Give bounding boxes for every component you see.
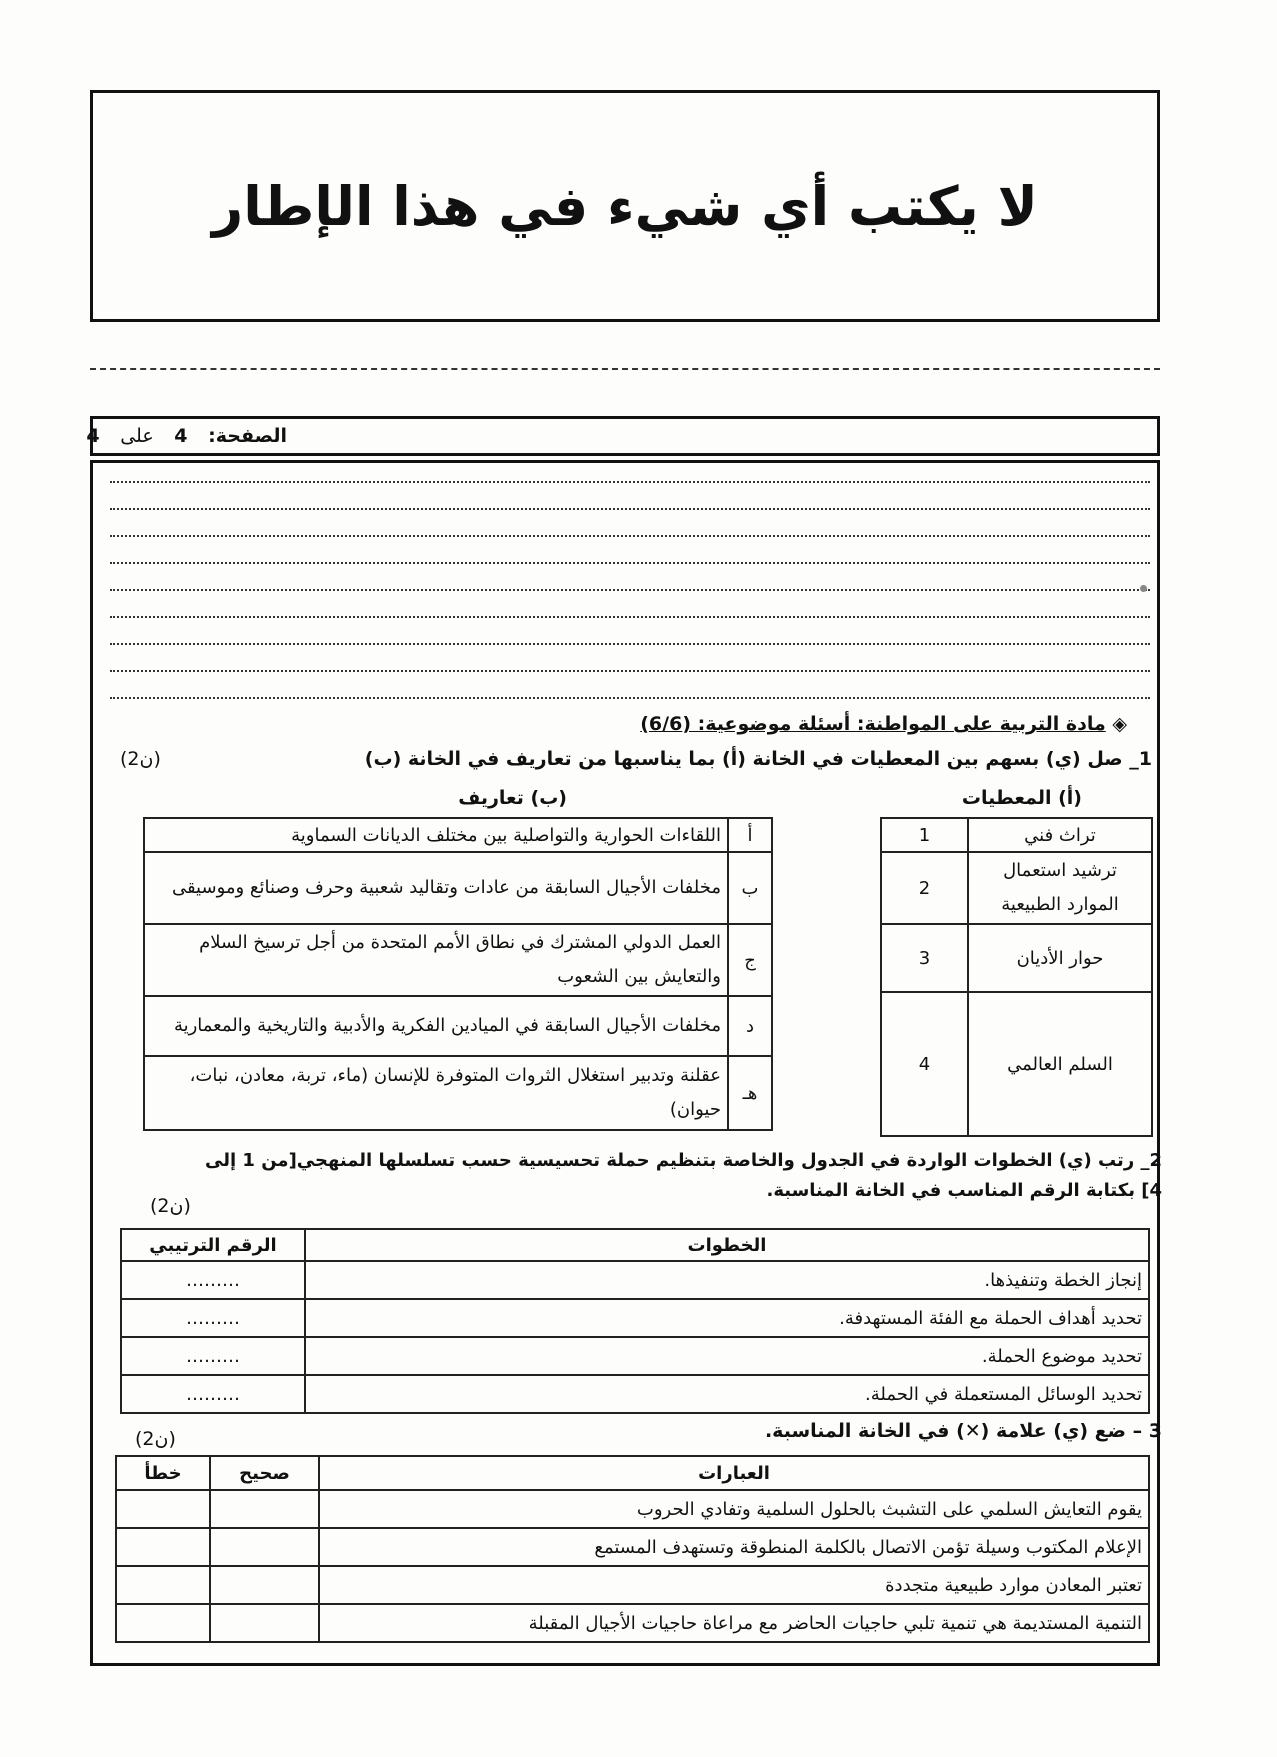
q1-col-b-header: (ب) تعاريف <box>458 787 567 809</box>
table-row: تعتبر المعادن موارد طبيعية متجددة <box>116 1566 1149 1604</box>
page-total: 4 <box>86 425 100 447</box>
table-row: تحديد أهداف الحملة مع الفئة المستهدفة. ……… <box>121 1299 1149 1337</box>
false-checkbox[interactable] <box>116 1604 210 1642</box>
no-write-banner: لا يكتب أي شيء في هذا الإطار <box>212 174 1038 238</box>
table-row: حوار الأديان 3 <box>881 924 1152 992</box>
false-checkbox[interactable] <box>116 1566 210 1604</box>
q1-points: (2ن) <box>120 748 161 770</box>
true-false-table <box>115 1455 1150 1643</box>
q2-points: (2ن) <box>150 1195 191 1217</box>
q3-prompt: 3 – ضع (ي) علامة (✕) في الخانة المناسبة. <box>764 1420 1162 1442</box>
diamond-icon: ◈ <box>1105 713 1127 735</box>
answer-line[interactable] <box>110 589 1150 591</box>
table-row: إنجاز الخطة وتنفيذها. ……… <box>121 1261 1149 1299</box>
page-header <box>86 416 1160 456</box>
table-row: أ اللقاءات الحوارية والتواصلية بين مختلف الديانات السماوية <box>144 818 772 852</box>
answer-line[interactable] <box>110 697 1150 699</box>
rank-field[interactable]: ……… <box>121 1299 305 1337</box>
steps-table <box>120 1228 1150 1414</box>
rank-field[interactable]: ……… <box>121 1337 305 1375</box>
q2-prompt-line1: 2_ رتب (ي) الخطوات الواردة في الجدول والخاصة بتنظيم حملة تحسيسية حسب تسلسلها المنهجي[من 1 إلى <box>205 1150 1162 1171</box>
q1-prompt: 1_ صل (ي) بسهم بين المعطيات في الخانة (أ) بما يناسبها من تعاريف في الخانة (ب) <box>364 748 1152 770</box>
true-checkbox[interactable] <box>210 1566 319 1604</box>
rank-field[interactable]: ……… <box>121 1375 305 1413</box>
answer-line[interactable] <box>110 535 1150 537</box>
table-row: يقوم التعايش السلمي على التشبث بالحلول السلمية وتفادي الحروب <box>116 1490 1149 1528</box>
subject-heading: ◈ مادة التربية على المواطنة: أسئلة موضوعية: (6/6) <box>640 713 1127 735</box>
data-table <box>880 817 1153 1137</box>
answer-line[interactable] <box>110 616 1150 618</box>
table-row: تراث فني 1 <box>881 818 1152 852</box>
table-row: د مخلفات الأجيال السابقة في الميادين الفكرية والأدبية والتاريخية والمعمارية <box>144 996 772 1056</box>
page-current: 4 <box>174 425 188 447</box>
page-indicator: الصفحة: 4 على 4 <box>86 425 287 447</box>
table-row: ج العمل الدولي المشترك في نطاق الأمم المتحدة من أجل ترسيخ السلام والتعايش بين الشعوب <box>144 924 772 996</box>
false-checkbox[interactable] <box>116 1528 210 1566</box>
definitions-table <box>143 817 773 1131</box>
table-row: ب مخلفات الأجيال السابقة من عادات وتقاليد شعبية وحرف وصنائع وموسيقى <box>144 852 772 924</box>
speck <box>1140 585 1147 592</box>
table-row: تحديد موضوع الحملة. ……… <box>121 1337 1149 1375</box>
table-row: هـ عقلنة وتدبير استغلال الثروات المتوفرة للإنسان (ماء، تربة، معادن، نبات، حيوان) <box>144 1056 772 1130</box>
answer-line[interactable] <box>110 562 1150 564</box>
table-row: التنمية المستديمة هي تنمية تلبي حاجيات الحاضر مع مراعاة حاجيات الأجيال المقبلة <box>116 1604 1149 1642</box>
table-row: العبارات صحيح خطأ <box>116 1456 1149 1490</box>
answer-line[interactable] <box>110 643 1150 645</box>
q2-prompt-line2: 4] بكتابة الرقم المناسب في الخانة المناسبة. <box>766 1180 1162 1201</box>
no-write-frame <box>90 90 1160 322</box>
table-row: ترشيد استعمال الموارد الطبيعية 2 <box>881 852 1152 924</box>
table-row: الخطوات الرقم الترتيبي <box>121 1229 1149 1261</box>
table-row: تحديد الوسائل المستعملة في الحملة. ……… <box>121 1375 1149 1413</box>
true-checkbox[interactable] <box>210 1528 319 1566</box>
rank-field[interactable]: ……… <box>121 1261 305 1299</box>
answer-line[interactable] <box>110 670 1150 672</box>
table-row: الإعلام المكتوب وسيلة تؤمن الاتصال بالكلمة المنطوقة وتستهدف المستمع <box>116 1528 1149 1566</box>
answer-line[interactable] <box>110 481 1150 483</box>
false-checkbox[interactable] <box>116 1490 210 1528</box>
q1-col-a-header: (أ) المعطيات <box>961 787 1082 809</box>
true-checkbox[interactable] <box>210 1604 319 1642</box>
table-row: السلم العالمي 4 <box>881 992 1152 1136</box>
true-checkbox[interactable] <box>210 1490 319 1528</box>
cut-line <box>90 368 1160 370</box>
answer-line[interactable] <box>110 508 1150 510</box>
q3-points: (2ن) <box>135 1428 176 1450</box>
